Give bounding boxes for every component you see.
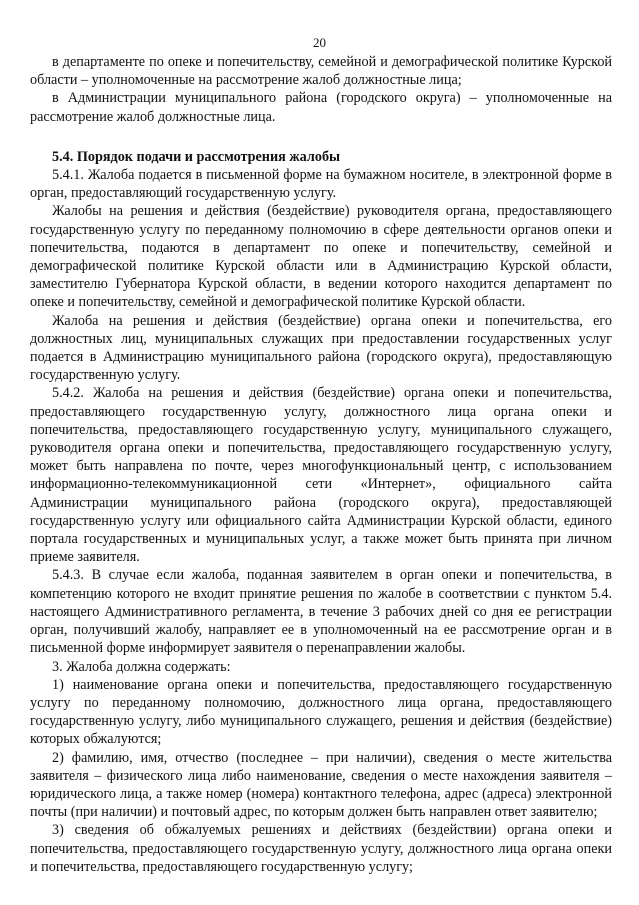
- paragraph-complaint-contents: 3. Жалоба должна содержать:: [52, 658, 231, 675]
- section-heading: 5.4. Порядок подачи и рассмотрения жалобы: [52, 148, 341, 165]
- paragraph-complaint-officials-department: в департаменте по опеке и попечительству, семейной и демографической политике Курской области – уполномоченные на рассмотрение жалоб должностные лица;: [30, 54, 612, 89]
- paragraph-complaint-officials-administration: в Администрации муниципального района (городского округа) – уполномоченные на рассмотрение жалоб должностные лица.: [30, 90, 612, 125]
- paragraph-complaints-on-guardianship-body: Жалоба на решения и действия (бездействие) органа опеки и попечительства, его должностных лиц, муниципальных служащих при предоставлении государственных услуг подается в Администрацию муниципального района (городского округа), предоставляющую государственную услугу.: [30, 312, 612, 384]
- paragraph-complaints-on-head: Жалобы на решения и действия (бездействие) руководителя органа, предоставляющего государственную услугу по переданному полномочию в сфере деятельности органов опеки и попечительства, подаются в департамент по опеке и попечительству, семейной и демографической политике Курской области или в Администрацию Курской области, заместителю Губернатора Курской области, в ведении которого находится департамент по опеке и попечительству, семейной и демографической политике Курской области.: [30, 203, 612, 311]
- list-item-3: 3) сведения об обжалуемых решениях и действиях (бездействии) органа опеки и попечительства, предоставляющего государственную услугу, должностного лица органа опеки и попечительства, предоставляющего государственную услугу;: [30, 822, 612, 875]
- paragraph-5-4-1: 5.4.1. Жалоба подается в письменной форме на бумажном носителе, в электронной форме в орган, предоставляющий государственную услугу.: [30, 167, 612, 202]
- paragraph-5-4-2: 5.4.2. Жалоба на решения и действия (бездействие) органа опеки и попечительства, предоставляющего государственную услугу, должностного лица органа опеки и попечительства, предоставляющего государственную услугу, муниципального служащего, руководителя органа опеки и попечительства, предоставляющего государственную услугу, может быть направлена по почте, через многофункциональный центр, с использованием информационно-телекоммуникационной сети «Интернет», официального сайта Администрации муниципального района (городского округа), предоставляющей государственную услугу или официального сайта Администрации Курской области, единого портала государственных и муниципальных услуг, а также может быть принята при личном приеме заявителя.: [30, 385, 612, 566]
- paragraph-5-4-3: 5.4.3. В случае если жалоба, поданная заявителем в орган опеки и попечительства, в компетенцию которого не входит принятие решения по жалобе в соответствии с пунктом 5.4. настоящего Административного регламента, в течение 3 рабочих дней со дня ее регистрации орган, получивший жалобу, направляет ее в уполномоченный на ее рассмотрение орган и в письменной форме информирует заявителя о перенаправлении жалобы.: [30, 567, 612, 657]
- list-item-1: 1) наименование органа опеки и попечительства, предоставляющего государственную услугу по переданному полномочию, должностного лица органа, предоставляющего государственную услугу, либо муниципального служащего, решения и действия (бездействие) которых обжалуются;: [30, 676, 612, 748]
- document-body: [30, 53, 612, 876]
- page-number: 20: [313, 35, 326, 50]
- list-item-2: 2) фамилию, имя, отчество (последнее – при наличии), сведения о месте жительства заявителя – физического лица либо наименование, сведения о месте нахождения заявителя – юридического лица, а также номер (номера) контактного телефона, адрес (адреса) электронной почты (при наличии) и почтовый адрес, по которым должен быть направлен ответ заявителю;: [30, 749, 612, 821]
